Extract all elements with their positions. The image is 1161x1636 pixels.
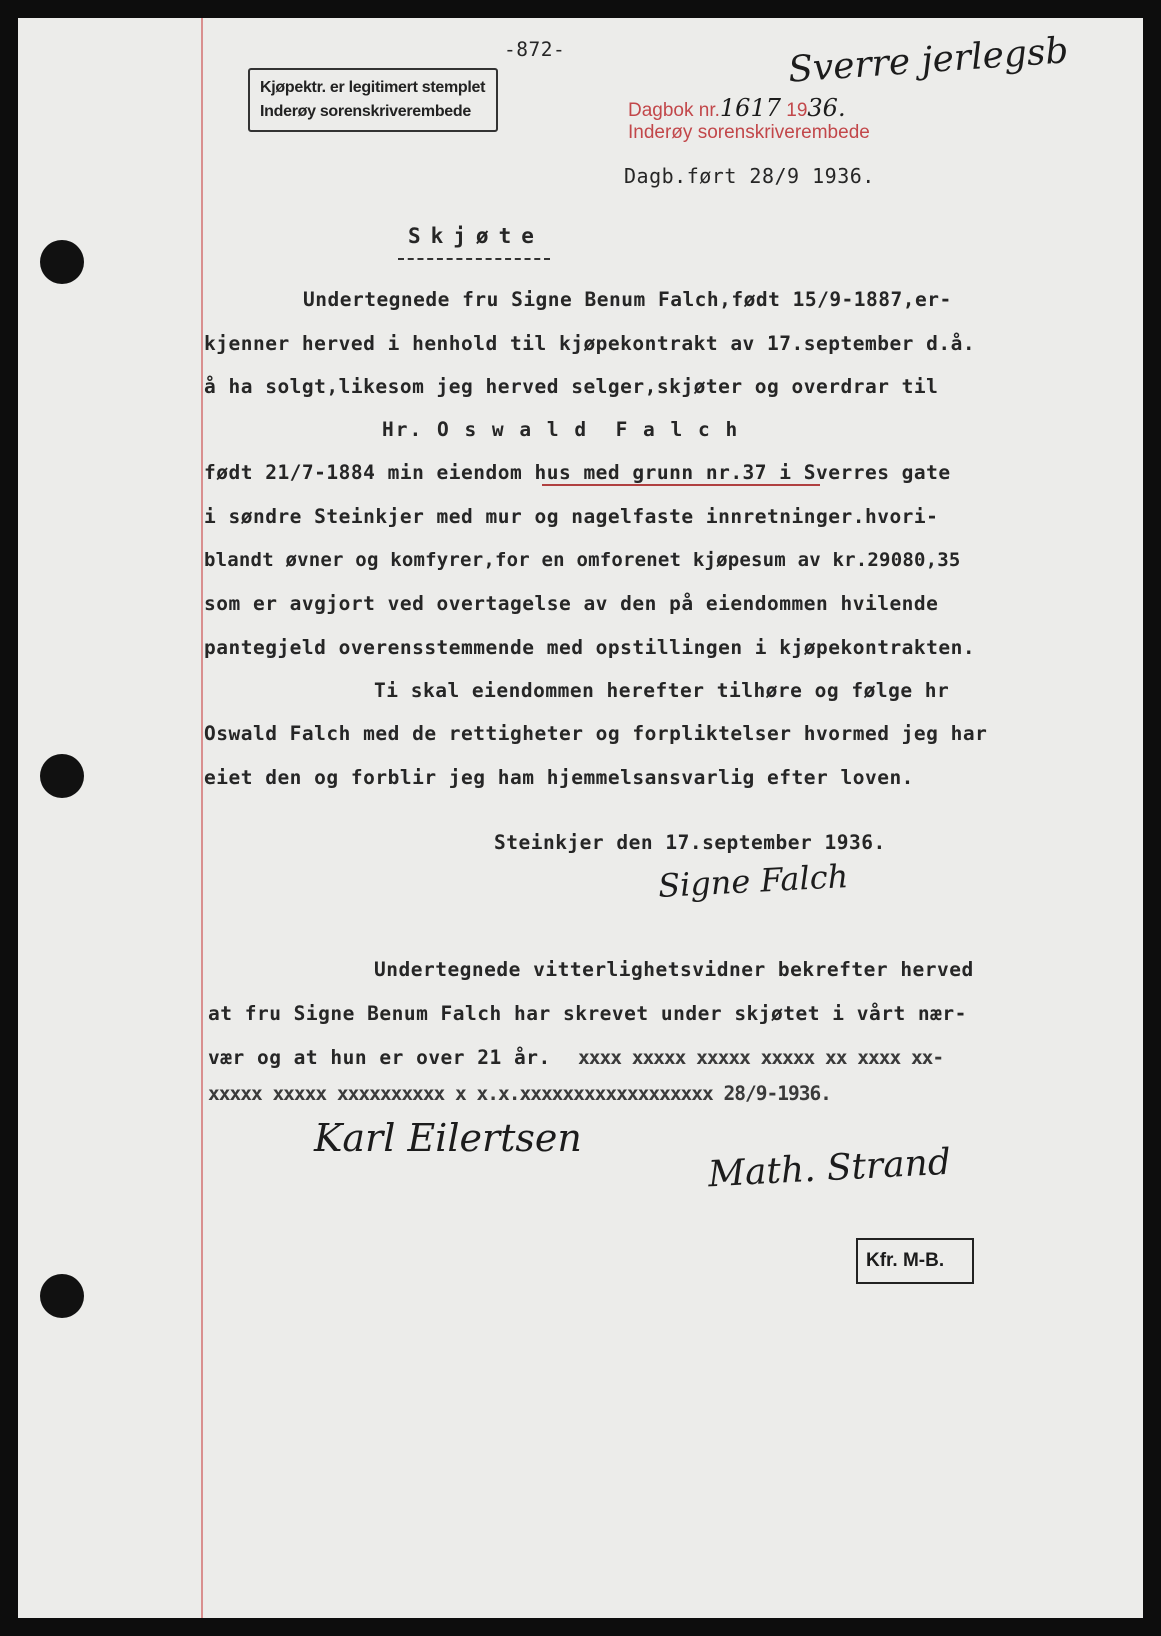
body-line: eiet den og forblir jeg ham hjemmelsansvarlig efter loven. (204, 766, 914, 789)
kfr-stamp: Kfr. M-B. (856, 1238, 974, 1284)
margin-line (201, 18, 203, 1618)
body-line: pantegjeld overensstemmende med opstillingen i kjøpekontrakten. (204, 636, 976, 659)
dagbok-year-suffix: 36. (807, 94, 846, 122)
dagbok-year-prefix: 19 (786, 100, 808, 121)
witness-signature-2: Math. Strand (707, 1141, 952, 1196)
dagbok-office: Inderøy sorenskriverembede (628, 122, 870, 143)
title-underline (398, 258, 550, 260)
dagbok-number: 1617 (719, 94, 781, 122)
margin-handwritten-note: Sverre jerlegsb (786, 30, 1070, 91)
body-line: Undertegnede fru Signe Benum Falch,født 15/9-1887,er- (303, 288, 952, 311)
dagbok-label: Dagbok nr. (628, 100, 720, 121)
witness-line: Undertegnede vitterlighetsvidner bekrefter herved (374, 958, 974, 981)
witness-signature-1: Karl Eilertsen (314, 1116, 582, 1160)
entered-date: Dagb.ført 28/9 1936. (624, 164, 875, 188)
punch-hole (40, 754, 84, 798)
body-line: Oswald Falch med de rettigheter og forpliktelser hvormed jeg har (204, 722, 988, 745)
page-number: -872- (504, 38, 566, 61)
legitimation-stamp (248, 68, 498, 132)
body-line: født 21/7-1884 min eiendom hus med grunn nr.37 i Sverres gate (204, 461, 951, 484)
punch-hole (40, 240, 84, 284)
witness-line: vær og at hun er over 21 år. (208, 1046, 551, 1069)
stamp-line-1: Kjøpektr. er legitimert stemplet (260, 79, 486, 96)
seller-signature: Signe Falch (657, 857, 850, 905)
struck-text: xxxx xxxxx xxxxx xxxxx xx xxxx xx- (578, 1046, 944, 1069)
dagbok-stamp (628, 94, 846, 122)
punch-hole (40, 1274, 84, 1318)
body-line: kjenner herved i henhold til kjøpekontrakt av 17.september d.å. (204, 332, 976, 355)
body-line: i søndre Steinkjer med mur og nagelfaste innretninger.hvori- (204, 505, 939, 528)
witness-line: at fru Signe Benum Falch har skrevet under skjøtet i vårt nær- (208, 1002, 967, 1025)
document-title: Skjøte (408, 224, 544, 248)
body-line: som er avgjort ved overtagelse av den på eiendommen hvilende (204, 592, 939, 615)
buyer-name: Hr. O s w a l d F a l c h (382, 418, 740, 441)
struck-text: xxxxx xxxxx xxxxxxxxxx x x.x.xxxxxxxxxxxxxxxxxx 28/9-1936. (208, 1082, 831, 1105)
body-line: blandt øvner og komfyrer,for en omforenet kjøpesum av kr.29080,35 (204, 549, 961, 571)
body-line: Ti skal eiendommen herefter tilhøre og følge hr (374, 679, 950, 702)
stamp-line-2: Inderøy sorenskriverembede (260, 103, 471, 120)
body-line: å ha solgt,likesom jeg herved selger,skjøter og overdrar til (204, 375, 939, 398)
document-page (18, 18, 1143, 1618)
place-date: Steinkjer den 17.september 1936. (494, 831, 886, 854)
handwritten-underline (542, 484, 820, 486)
